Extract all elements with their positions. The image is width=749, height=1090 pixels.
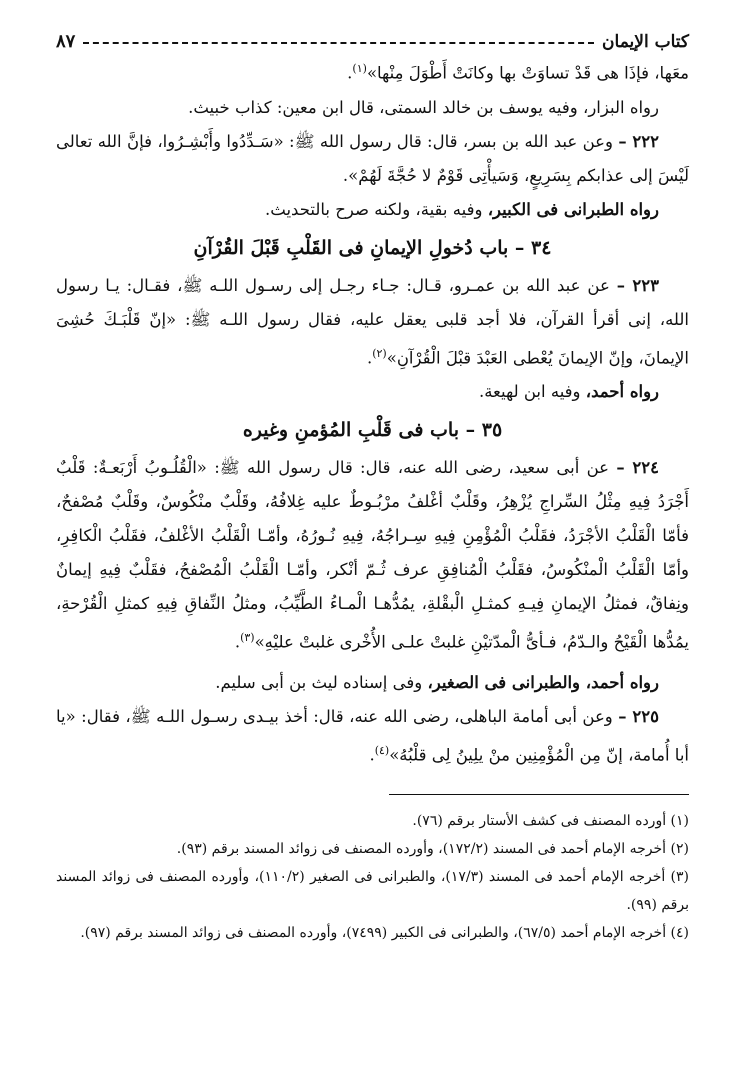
footnote-4: (٤) أخرجه الإمام أحمد (٦٧/٥)، والطبرانى فى الكبير (٧٤٩٩)، وأورده المصنف فى زوائد المسند برقم (٩٧). — [80, 925, 689, 941]
chapter-heading-34: ٣٤ – باب دُخولِ الإيمانِ فى القَلْبِ قَبْلَ القُرْآنِ — [193, 236, 552, 259]
footnote-3: (٣) أخرجه الإمام أحمد فى المسند (١٧/٣)، والطبرانى فى الصغير (١١٠/٢)، وأورده المصنف فى زوائد المسند برقم (٩٩). — [56, 869, 689, 913]
hadith-number: ٢٢٢ – — [618, 131, 660, 151]
hadith-number: ٢٢٤ – — [616, 458, 660, 477]
chapter-heading-35: ٣٥ – باب فى قَلْبِ المُؤمنِ وغيره — [242, 419, 503, 441]
hadith-221-end: معَها، فإذَا هى قَدْ تساوَتْ بها وكانَتْ أَطْوَلَ مِنْها»$^{(١)}$. — [347, 62, 689, 83]
footnote-ref: (٤) — [374, 743, 390, 757]
narration-223: رواه أحمد، وفيه ابن لهيعة. — [478, 382, 659, 401]
page — [56, 22, 689, 1090]
main-text — [56, 52, 689, 772]
narration-221: رواه البزار، وفيه يوسف بن خالد السمتى، قال ابن معين: كذاب خبيث. — [188, 97, 659, 117]
hadith-223: ٢٢٣ – عن عبد الله بن عمـرو، قـال: جـاء رجـل إلى رسـول اللـه ﷺ، فقـال: يـا رسول الله، إنى أقرأ القرآن، فلا أجد قلبى يعقل عليه، فقال رسول اللـه ﷺ: «إنّ قَلْبَـكَ حُشِىَ الإيمانَ، وإنّ الإيمانَ يُعْطى العَبْدَ قبْلَ الْقُرْآنِ»$^{(٢)}$. — [56, 275, 689, 367]
hadith-number: ٢٢٣ – — [616, 275, 660, 295]
page-number: ٨٧ — [56, 31, 76, 52]
running-header — [56, 22, 689, 52]
narration-224: رواه أحمد، والطبرانى فى الصغير، وفى إسناده ليث بن أبى سليم. — [215, 672, 659, 692]
book-title: كتاب الإيمان — [602, 32, 689, 52]
footnote-ref: (٢) — [372, 346, 387, 360]
footnotes — [56, 807, 689, 947]
hadith-222: ٢٢٢ – وعن عبد الله بن بسر، قال: قال رسول الله ﷺ: «سَـدِّدُوا وأَبْشِـرُوا، فإنَّ الله تعالى لَيْسَ إلى عذابكم بِسَرِيعٍ، وَسَيأْتِى قَوْمٌ لا حُجَّةَ لَهُمْ». — [56, 131, 689, 185]
footnote-ref: (١) — [352, 62, 367, 75]
footnote-separator — [389, 794, 689, 795]
footnote-2: (٢) أخرجه الإمام أحمد فى المسند (١٧٢/٢)، وأورده المصنف فى زوائد المسند برقم (٩٣). — [176, 841, 689, 857]
footnote-1: (١) أورده المصنف فى كشف الأستار برقم (٧٦). — [412, 813, 689, 829]
hadith-224: ٢٢٤ – عن أبى سعيد، رضى الله عنه، قال: قال رسول الله ﷺ: «الْقُلُـوبُ أَرْبَعـةٌ: قَلْبٌ أَجْرَدُ فِيهِ مِثْلُ السِّراجِ يُزْهِرُ، وقَلْبٌ أغْلفُ مرْبُـوطٌ عليه غِلافُهُ، وقَلْبٌ منْكُوسٌ، وقَلْبٌ مُصْفحٌ، فأمّا الْقَلْبُ الأجْرَدُ، فقَلْبُ الْمُؤْمِنِ فِيهِ سِـراجُهُ، فِيهِ نُـورُهُ، وأمّـا الْقَلْبُ الأغْلفُ، فقَلْبُ الْكافِرِ، وأمّا الْقَلْبُ الْمنْكُوسُ، فقَلْبُ الْمُنافِقِ عرف ثُـمّ أنْكر، وأمّـا الْقَلْبُ الْمُصْفحُ، فقَلْبٌ فِيهِ إيمانٌ ونِفاقٌ، فمثلُ الإيمانِ فِيـهِ كمثـلِ الْبقْلةِ، يمُدُّهـا الْمـاءُ الطَّيِّبُ، ومثلُ النِّفاقِ فِيهِ كمثلِ الْقُرْحةِ، يمُدُّها الْقَيْحُ والـدّمُ، فـأىُّ الْمدّتيْنِ غلبتْ علـى الأُخْرى غلبتْ عليْهِ»$^{(٣)}$. — [56, 458, 689, 652]
hadith-225: ٢٢٥ – وعن أبى أمامة الباهلى، رضى الله عنه، قال: أخذ بيـدى رسـول اللـه ﷺ، فقال: «يا أبا أُمامة، إنّ مِن الْمُؤْمِنِين منْ يلِينُ لِى قلْبُهُ»$^{(٤)}$. — [56, 706, 689, 764]
hadith-number: ٢٢٥ – — [618, 706, 660, 726]
footnote-ref: (٣) — [240, 631, 255, 644]
narration-222: رواه الطبرانى فى الكبير، وفيه بقية، ولكنه صرح بالتحديث. — [265, 199, 659, 219]
header-rule — [83, 42, 594, 44]
